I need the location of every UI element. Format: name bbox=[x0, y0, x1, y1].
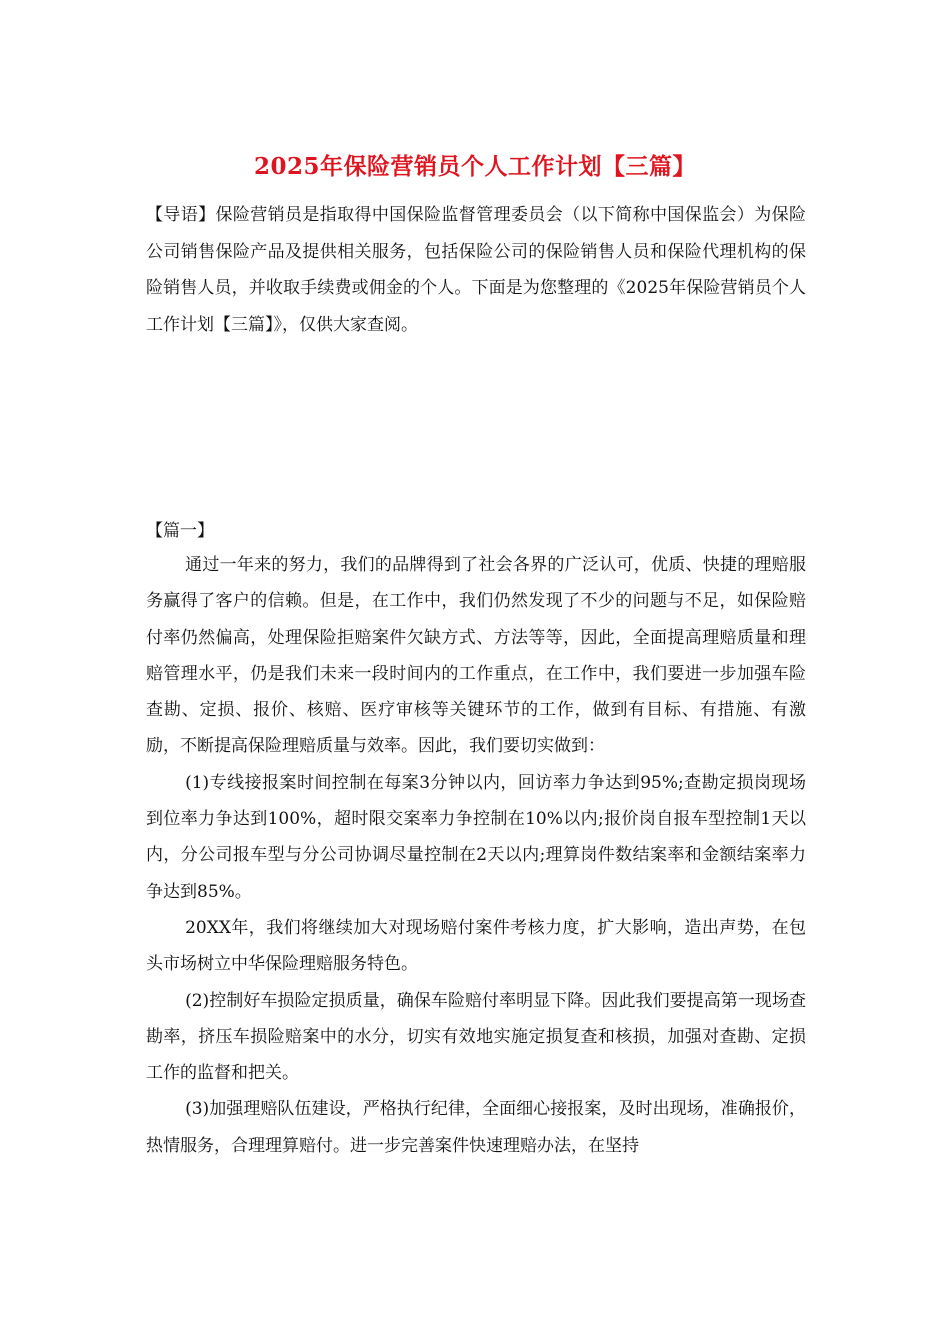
body-paragraph: (3)加强理赔队伍建设，严格执行纪律，全面细心接报案，及时出现场，准确报价，热情服务，合理理算赔付。进一步完善案件快速理赔办法，在坚持 bbox=[146, 1099, 806, 1156]
section-heading: 【篇一】 bbox=[146, 521, 214, 541]
body-paragraph: (1)专线接报案时间控制在每案3分钟以内，回访率力争达到95%;查勘定损岗现场到位率力争达到100%，超时限交案率力争控制在10%以内;报价岗自报车型控制1天以内，分公司报车型与分公司协调尽量控制在2天以内;理算岗件数结案率和金额结案率力争达到85%。 bbox=[146, 772, 806, 902]
body-paragraph: (2)控制好车损险定损质量，确保车险赔付率明显下降。因此我们要提高第一现场查勘率，挤压车损险赔案中的水分，切实有效地实施定损复查和核损，加强对查勘、定损工作的监督和把关。 bbox=[146, 990, 806, 1084]
body-paragraph: 通过一年来的努力，我们的品牌得到了社会各界的广泛认可，优质、快捷的理赔服务赢得了客户的信赖。但是，在工作中，我们仍然发现了不少的问题与不足，如保险赔付率仍然偏高，处理保险拒赔案件欠缺方式、方法等等，因此，全面提高理赔质量和理赔管理水平，仍是我们未来一段时间内的工作重点，在工作中，我们要进一步加强车险查勘、定损、报价、核赔、医疗审核等关键环节的工作，做到有目标、有措施、有激励，不断提高保险理赔质量与效率。因此，我们要切实做到： bbox=[146, 555, 806, 757]
document-title: 2025年保险营销员个人工作计划【三篇】 bbox=[253, 153, 696, 180]
section-body bbox=[146, 547, 806, 1164]
body-paragraph: 20XX年，我们将继续加大对现场赔付案件考核力度，扩大影响，造出声势，在包头市场树立中华保险理赔服务特色。 bbox=[146, 917, 806, 975]
intro-paragraph: 【导语】保险营销员是指取得中国保险监督管理委员会（以下简称中国保监会）为保险公司销售保险产品及提供相关服务，包括保险公司的保险销售人员和保险代理机构的保险销售人员，并收取手续费或佣金的个人。下面是为您整理的《2025年保险营销员个人工作计划【三篇】》，仅供大家查阅。 bbox=[146, 205, 806, 335]
